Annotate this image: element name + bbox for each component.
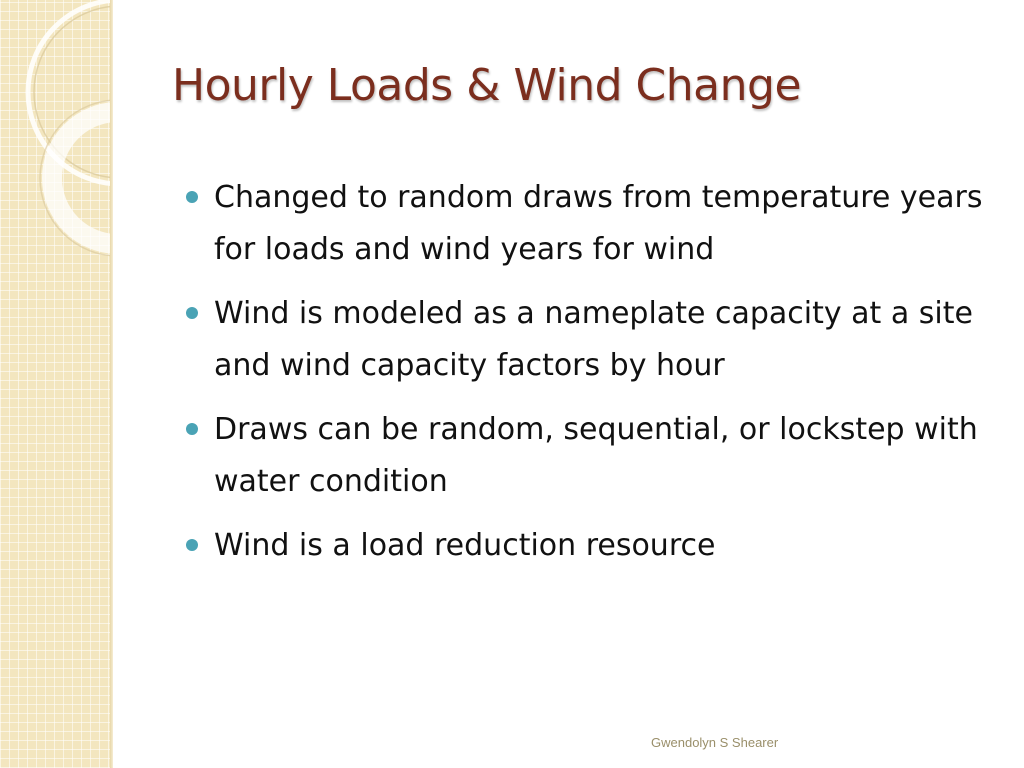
bullet-dot-icon (186, 191, 198, 203)
bullet-text: Wind is a load reduction resource (214, 528, 716, 563)
bullet-item (186, 520, 1006, 572)
footer-author: Gwendolyn S Shearer (651, 735, 779, 750)
bullet-text: Wind is modeled as a nameplate capacity at a site and wind capacity factors by hour (214, 296, 973, 383)
bullet-text: Draws can be random, sequential, or lockstep with water condition (214, 412, 978, 499)
decorative-side-panel (0, 0, 113, 768)
slide-title: Hourly Loads & Wind Change (172, 60, 802, 111)
bullet-text: Changed to random draws from temperature years for loads and wind years for wind (214, 180, 983, 267)
side-panel-edge (110, 0, 113, 768)
bullet-item (186, 404, 1006, 508)
decorative-circles-graphic (0, 0, 113, 260)
bullet-item (186, 288, 1006, 392)
bullet-dot-icon (186, 539, 198, 551)
bullet-dot-icon (186, 307, 198, 319)
bullet-list (186, 172, 1006, 584)
bullet-dot-icon (186, 423, 198, 435)
bullet-item (186, 172, 1006, 276)
